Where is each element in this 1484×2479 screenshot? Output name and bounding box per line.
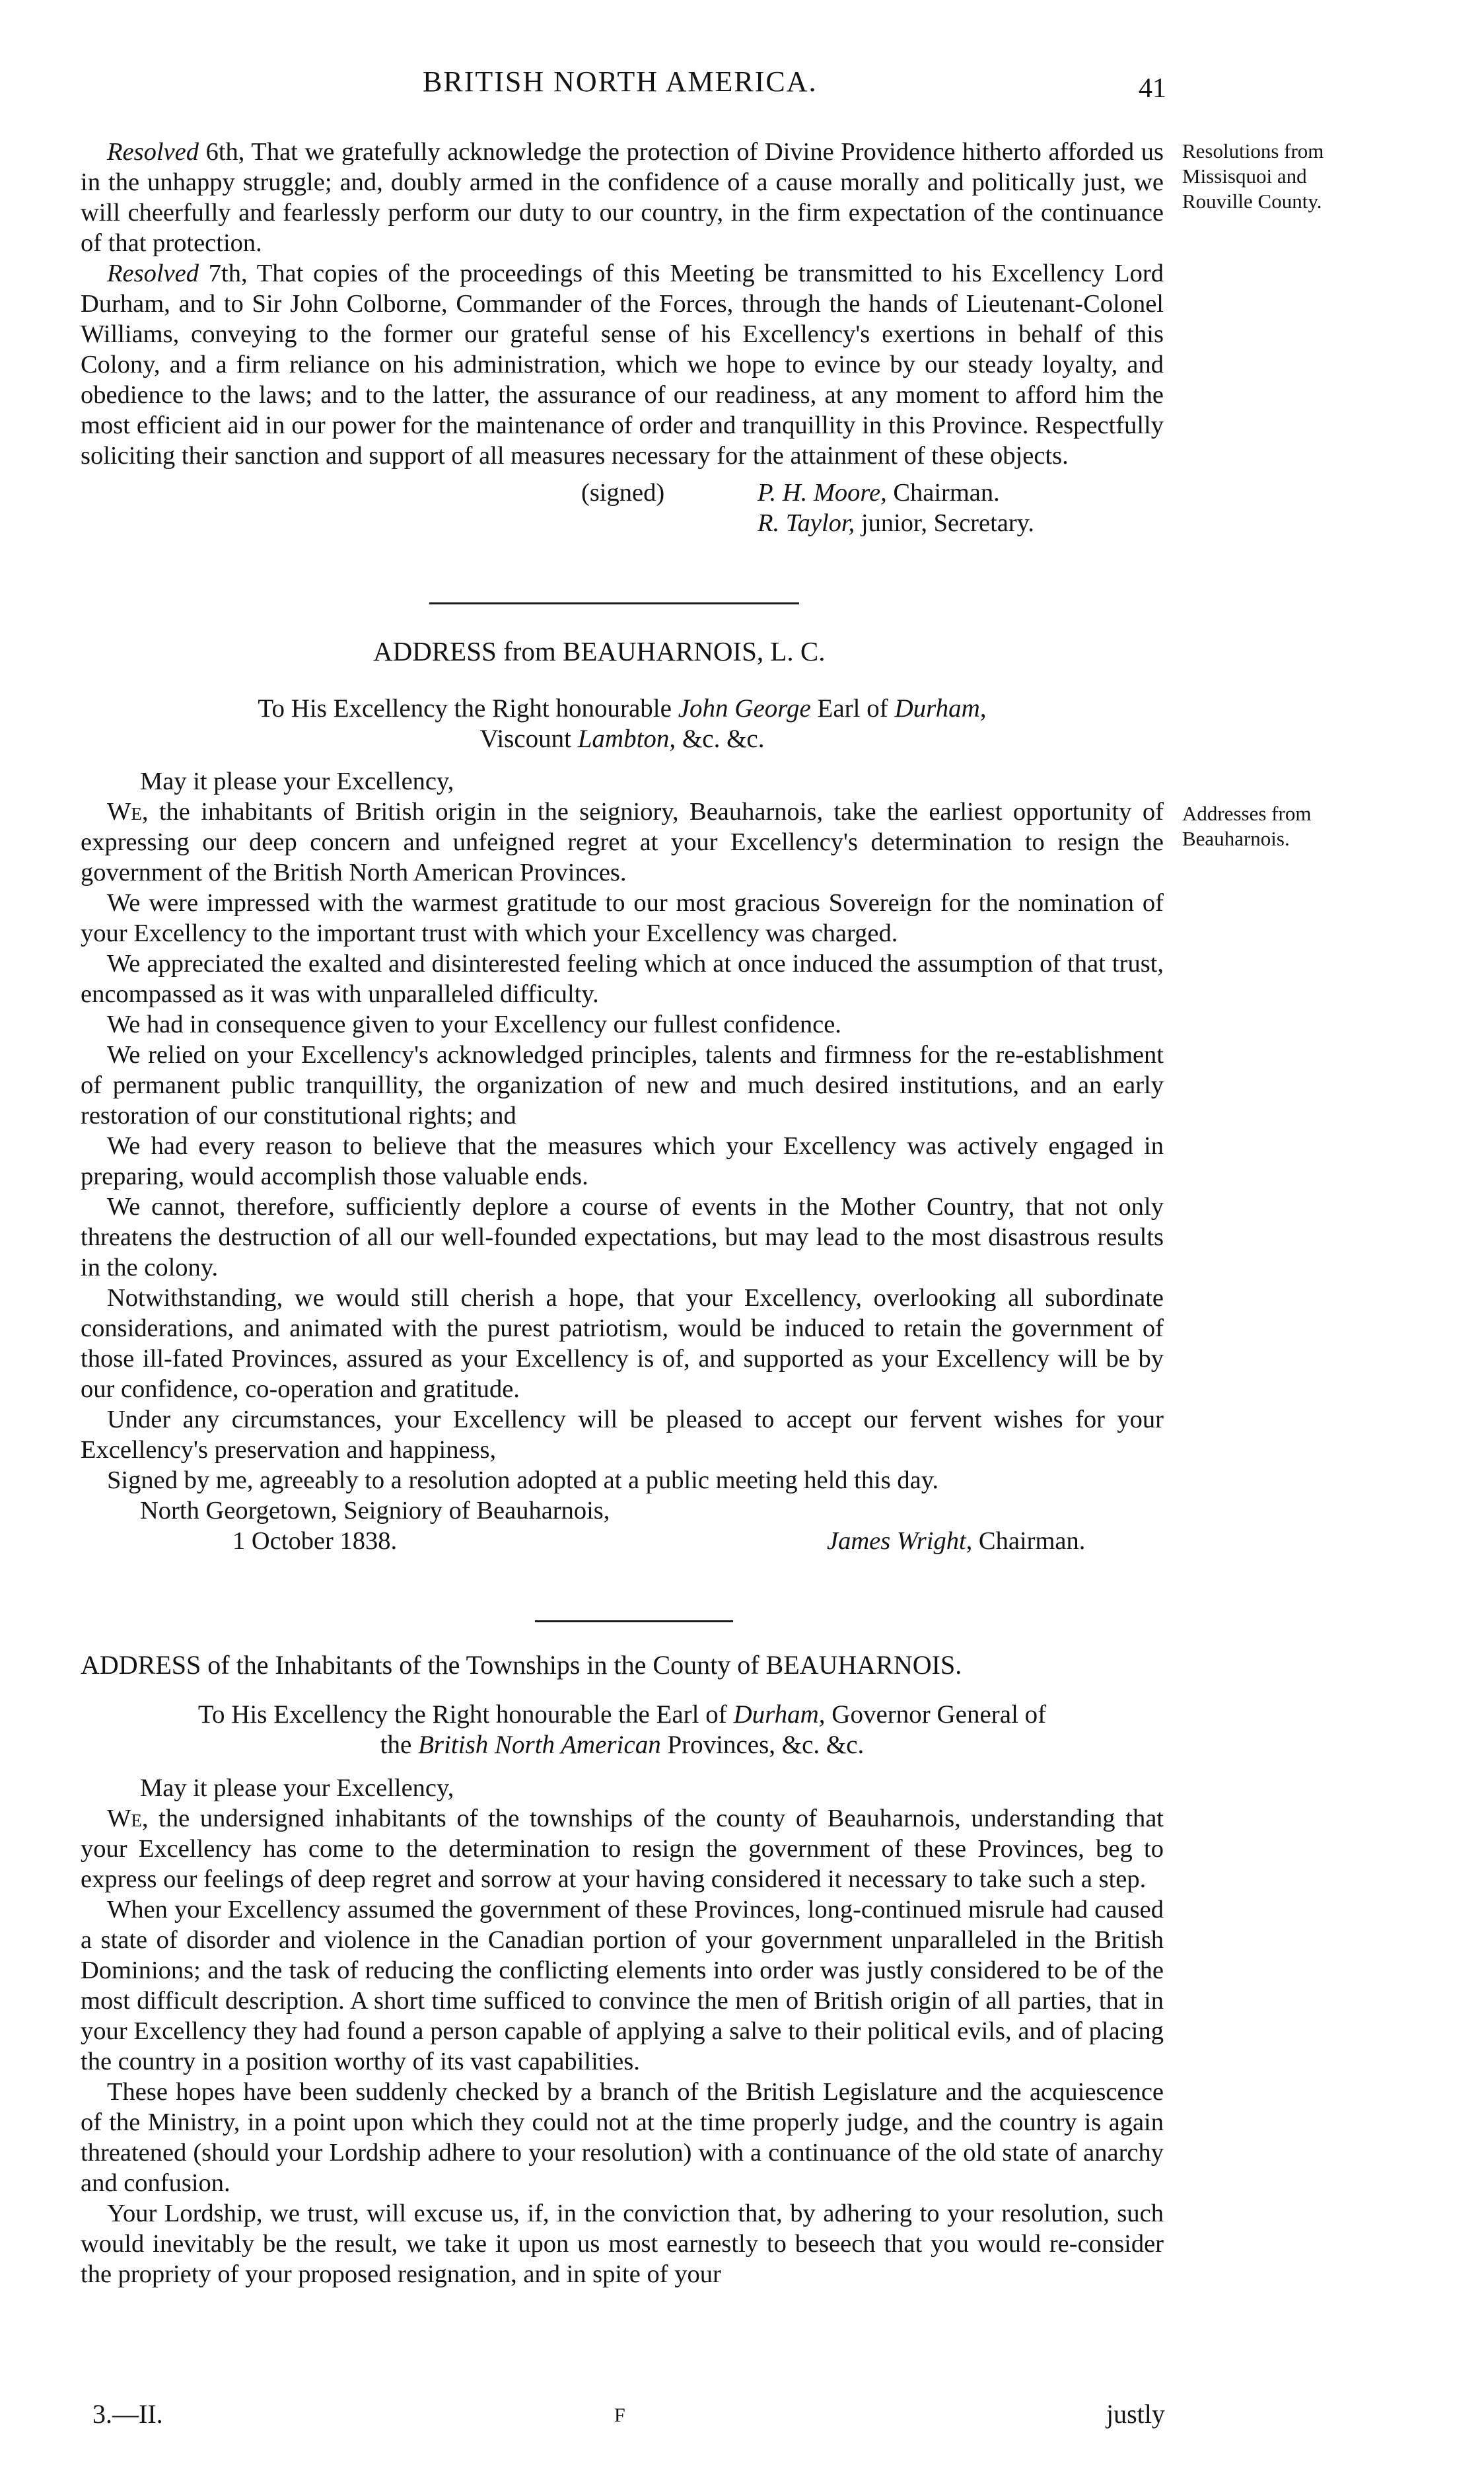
chairman-role: Chairman. [886, 479, 1000, 507]
drop-word: We [107, 798, 142, 826]
signer-role: Chairman. [972, 1527, 1086, 1555]
resolution-6-text: 6th, That we gratefully acknowledge the protection of Divine Providence hitherto afforded us in the unhappy struggle; and, doubly armed in the confidence of a cause morally and politically just, we will cheerfully and fearlessly perform our duty to our country, in the firm expectation of the continuance of that protection. [81, 138, 1164, 257]
recipient-text: Provinces, &c. &c. [660, 1731, 865, 1759]
address-1-paragraph: We relied on your Excellency's acknowledged principles, talents and firmness for the re-establishment of permanent public tranquillity, the organization of new and much desired institutions, and an early restoration of our constitutional rights; and [81, 1041, 1164, 1130]
recipient-text: the [380, 1731, 419, 1759]
address-1-paragraph: Notwithstanding, we would still cherish a hope, that your Excellency, overlooking all subordinate considerations, and animated with the purest patriotism, would be induced to retain the government of those ill-fated Provinces, assured as your Excellency is of, and supported as your Excellency will be by our confidence, co-operation and gratitude. [81, 1284, 1164, 1403]
address-1-paragraph: Signed by me, agreeably to a resolution adopted at a public meeting held this day. [107, 1466, 939, 1494]
address-2-recipient [81, 1700, 1164, 1760]
signature-letter: F [614, 2404, 625, 2426]
recipient-title: Durham, [733, 1700, 826, 1729]
address-2-body [81, 1773, 1164, 2289]
chairman-signature [758, 478, 1000, 508]
resolution-7 [81, 258, 1164, 471]
address-1-paragraph [81, 797, 1164, 888]
address-1-body [81, 766, 1164, 1556]
page-header [0, 57, 1484, 110]
address-2-recipient-line-2 [81, 1730, 1164, 1760]
resolved-lead: Resolved [107, 260, 199, 287]
recipient-text: To His Excellency the Right honourable the Earl of [197, 1700, 734, 1729]
address-2-paragraph [81, 1803, 1164, 1894]
address-1-date-row [81, 1526, 1164, 1556]
page-number: 41 [1139, 73, 1166, 104]
drop-word: We [107, 1805, 142, 1832]
recipient-text: Earl of [810, 694, 895, 723]
section-divider [535, 1620, 733, 1622]
address-1-date: 1 October 1838. [232, 1527, 398, 1555]
paragraph-text: , the undersigned inhabitants of the townships of the county of Beauharnois, understanding that your Excellency has come to the determination to resign the government of these Provinces, beg to express our feelings of deep regret and sorrow at your having considered it necessary to take such a step. [81, 1805, 1164, 1893]
address-2-heading [81, 1650, 962, 1680]
address-1-signer [827, 1526, 1085, 1556]
signature-row-chairman [81, 478, 1164, 508]
recipient-title: Lambton, [577, 725, 676, 753]
resolutions-section [81, 137, 1164, 538]
address-2-paragraph: Your Lordship, we trust, will excuse us, if, in the conviction that, by adhering to your resolution, such would inevitably be the result, we take it upon us most earnestly to beseech that you would re-consider the propriety of your proposed resignation, and in spite of your [81, 2200, 1164, 2288]
signature-row-secretary [81, 508, 1164, 538]
address-1-recipient-line-2 [81, 724, 1164, 754]
address-1-paragraph: Under any circumstances, your Excellency will be pleased to accept our fervent wishes for your Excellency's preservation and happiness, [81, 1406, 1164, 1464]
secretary-name: R. Taylor, [758, 509, 855, 537]
section-divider [429, 602, 799, 604]
margin-note-resolutions: Resolutions from Missisquoi and Rouville County. [1182, 139, 1324, 213]
sheet-mark: 3.—II. [92, 2399, 163, 2429]
resolved-lead: Resolved [107, 138, 199, 166]
address-1-salutation: May it please your Excellency, [140, 768, 454, 795]
address-1-place-row [81, 1495, 1164, 1526]
address-1-paragraph: We had every reason to believe that the measures which your Excellency was actively engaged in preparing, would accomplish those valuable ends. [81, 1132, 1164, 1190]
resolution-6 [81, 137, 1164, 258]
address-2-paragraph: When your Excellency assumed the government of these Provinces, long-continued misrule had caused a state of disorder and violence in the Canadian portion of your government unparalleled in the British Dominions; and the task of reducing the conflicting elements into order was justly considered to be of the most difficult description. A short time sufficed to convince the men of British origin of all parties, that in your Excellency they had found a person capable of applying a salve to their political evils, and of placing the country in a position worthy of its vast capabilities. [81, 1896, 1164, 2075]
resolution-7-text: 7th, That copies of the proceedings of this Meeting be transmitted to his Excellency Lord Durham, and to Sir John Colborne, Commander of the Forces, through the hands of Lieutenant-Colonel Williams, conveying to the former our grateful sense of his Excellency's exertions in behalf of this Colony, and a firm reliance on his administration, which we hope to evince by our steady loyalty, and obedience to the laws; and to the latter, the assurance of our readiness, at any moment to afford him the most efficient aid in our power for the maintenance of order and tranquillity in this Province. Respectfully soliciting their sanction and support of all measures necessary for the attainment of these objects. [81, 260, 1164, 470]
recipient-text: Governor General of [825, 1700, 1047, 1729]
secretary-role: junior, Secretary. [855, 509, 1035, 537]
address-1-heading [373, 636, 826, 666]
address-2-paragraph: These hopes have been suddenly checked by a branch of the British Legislature and the acquiescence of the Ministry, in a point upon which they could not at the time properly judge, and the country is again threatened (should your Lordship adhere to your resolution) with a continuance of the old state of anarchy and confusion. [81, 2078, 1164, 2197]
address-2-heading-place: BEAUHARNOIS. [765, 1650, 962, 1680]
chairman-name: P. H. Moore, [758, 479, 887, 507]
address-1-paragraph: We were impressed with the warmest gratitude to our most gracious Sovereign for the nomination of your Excellency to the important trust with which your Excellency was charged. [81, 889, 1164, 947]
address-1-recipient [81, 694, 1164, 754]
address-2-recipient-line-1 [81, 1700, 1164, 1730]
address-1-heading-prefix: ADDRESS from [373, 636, 563, 666]
address-1-recipient-line-1 [81, 694, 1164, 724]
recipient-text: Viscount [479, 725, 578, 753]
margin-note-addresses: Addresses from Beauharnois. [1182, 802, 1312, 850]
address-1-paragraph: We had in consequence given to your Excellency our fullest confidence. [107, 1011, 841, 1038]
recipient-text: &c. &c. [676, 725, 765, 753]
recipient-title: Durham, [894, 694, 987, 723]
catchword: justly [1106, 2399, 1165, 2429]
recipient-text: To His Excellency the Right honourable [258, 694, 678, 723]
address-1-heading-place: BEAUHARNOIS, L. C. [563, 636, 826, 666]
running-title: BRITISH NORTH AMERICA. [423, 65, 818, 98]
address-2-salutation: May it please your Excellency, [140, 1774, 454, 1802]
address-1-place: North Georgetown, Seigniory of Beauharnois, [140, 1497, 610, 1525]
recipient-place: British North American [418, 1731, 661, 1759]
address-1-paragraph: We appreciated the exalted and disinterested feeling which at once induced the assumption of that trust, encompassed as it was with unparalleled difficulty. [81, 950, 1164, 1008]
paragraph-text: , the inhabitants of British origin in the seigniory, Beauharnois, take the earliest opportunity of expressing our deep concern and unfeigned regret at your Excellency's determination to resign the government of the British North American Provinces. [81, 798, 1164, 886]
secretary-signature [758, 508, 1034, 538]
address-1-paragraph: We cannot, therefore, sufficiently deplore a course of events in the Mother Country, that not only threatens the destruction of all our well-founded expectations, but may lead to the most disastrous results in the colony. [81, 1193, 1164, 1281]
signed-label: (signed) [581, 479, 665, 507]
signer-name: James Wright, [827, 1527, 973, 1555]
address-2-heading-prefix: ADDRESS of the Inhabitants of the Townships in the County of [81, 1650, 766, 1680]
recipient-name: John George [678, 694, 811, 723]
